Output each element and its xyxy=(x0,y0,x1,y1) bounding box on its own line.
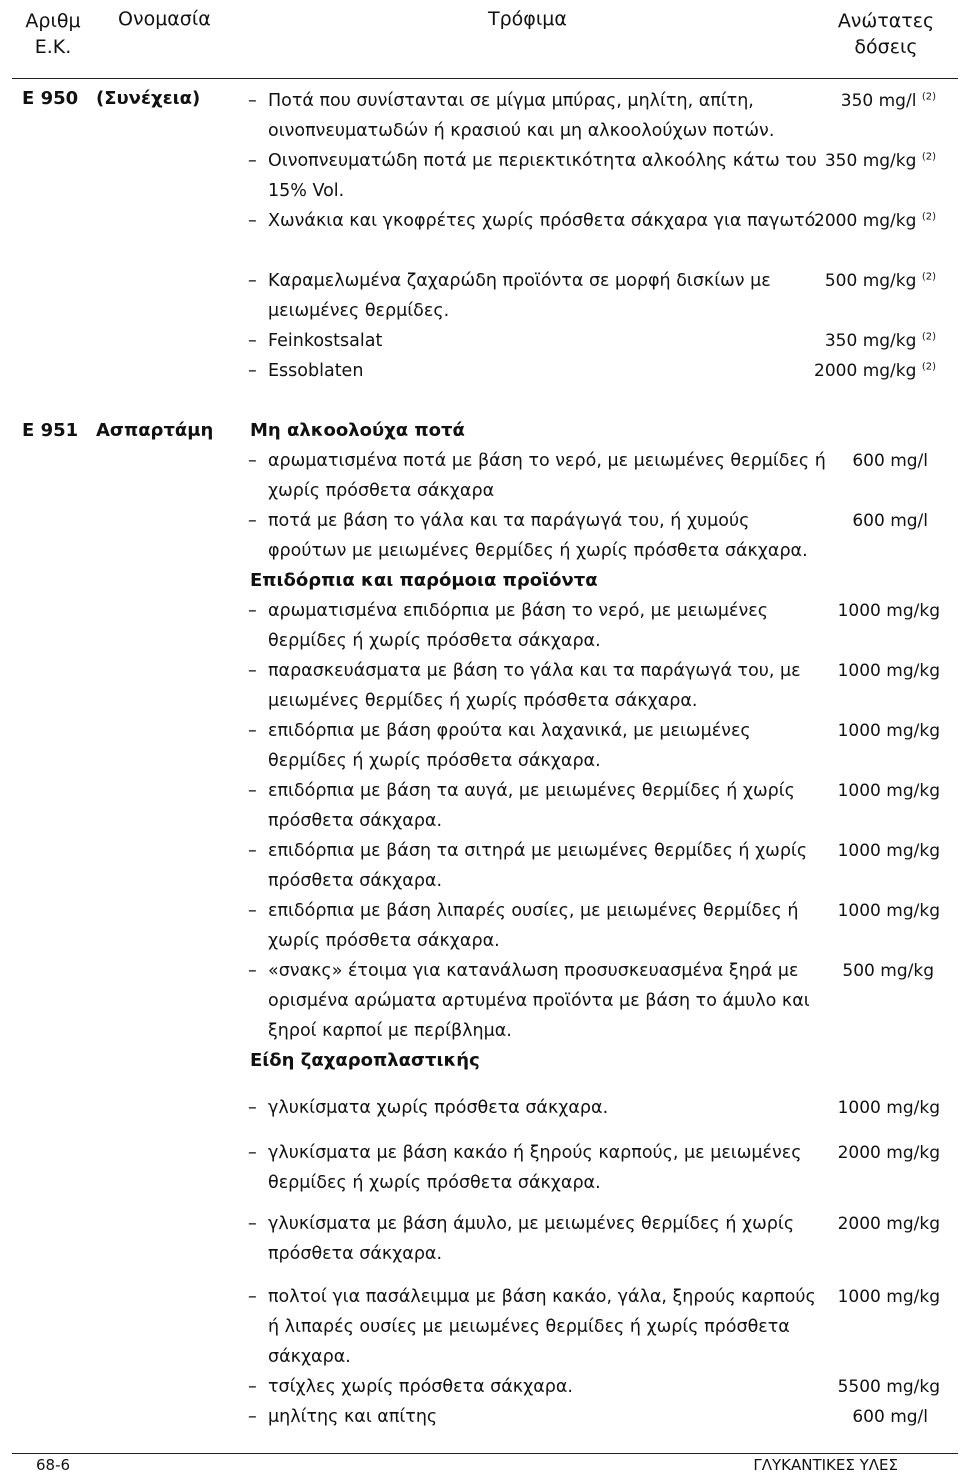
list-item: – γλυκίσματα με βάση άμυλο, με μειωμένες θερμίδες ή χωρίς πρόσθετα σάκχαρα. xyxy=(248,1209,828,1269)
dash-icon: – xyxy=(248,271,257,291)
section-title: ΓΛΥΚΑΝΤΙΚΕΣ ΥΛΕΣ xyxy=(753,1456,898,1474)
list-item: – «σνακς» έτοιμα για κατανάλωση προσυσκευασμένα ξηρά με ορισμένα αρώματα αρτυμένα προϊόντα με βάση το άμυλο και ξηροί καρποί με περίβλημα. xyxy=(248,956,828,1046)
page-number: 68-6 xyxy=(36,1456,71,1474)
list-item: – Essoblaten xyxy=(248,356,828,386)
dash-icon: – xyxy=(248,721,257,741)
dose-value: 500 mg/kg $^{(2)}$ xyxy=(824,271,936,291)
footnote-ref: (2) xyxy=(921,211,936,223)
dash-icon: – xyxy=(248,361,257,381)
column-header-dose: Ανώτατες δόσεις xyxy=(837,10,935,58)
dose-value: 350 mg/kg $^{(2)}$ xyxy=(824,151,936,171)
dash-icon: – xyxy=(248,1143,257,1163)
list-item: – Χωνάκια και γκοφρέτες χωρίς πρόσθετα σάκχαρα για παγωτό. xyxy=(248,206,828,236)
dose-value: 1000 mg/kg xyxy=(837,721,940,741)
list-item: – γλυκίσματα χωρίς πρόσθετα σάκχαρα. xyxy=(248,1093,828,1123)
list-item: – τσίχλες χωρίς πρόσθετα σάκχαρα. xyxy=(248,1372,828,1402)
dose-value: 600 mg/l xyxy=(852,511,928,531)
list-item: – Ποτά που συνίστανται σε μίγμα μπύρας, μηλίτη, απίτη, οινοπνευματωδών ή κρασιού και μη αλκοολούχων ποτών. xyxy=(248,86,828,146)
dose-value: 2000 mg/kg $^{(2)}$ xyxy=(814,361,936,381)
list-item: – γλυκίσματα με βάση κακάο ή ξηρούς καρπούς, με μειωμένες θερμίδες ή χωρίς πρόσθετα σάκχαρα. xyxy=(248,1138,828,1198)
dose-value: 1000 mg/kg xyxy=(837,901,940,921)
dose-value: 1000 mg/kg xyxy=(837,661,940,681)
dash-icon: – xyxy=(248,781,257,801)
list-item: – μηλίτης και απίτης xyxy=(248,1402,828,1432)
dash-icon: – xyxy=(248,1287,257,1307)
dose-value: 1000 mg/kg xyxy=(837,781,940,801)
column-header-name: Ονομασία xyxy=(118,8,211,30)
dash-icon: – xyxy=(248,451,257,471)
dose-value: 2000 mg/kg $^{(2)}$ xyxy=(814,211,936,231)
dose-value: 5500 mg/kg xyxy=(837,1377,940,1397)
footnote-ref: (2) xyxy=(921,331,936,343)
list-item: – αρωματισμένα ποτά με βάση το νερό, με μειωμένες θερμίδες ή χωρίς πρόσθετα σάκχαρα xyxy=(248,446,828,506)
list-item: – πολτοί για πασάλειμμα με βάση κακάο, γάλα, ξηρούς καρπούς ή λιπαρές ουσίες με μειωμένες θερμίδες ή χωρίς πρόσθετα σάκχαρα. xyxy=(248,1282,828,1372)
dose-value: 600 mg/l xyxy=(852,1407,928,1427)
dash-icon: – xyxy=(248,601,257,621)
group-heading: Είδη ζαχαροπλαστικής xyxy=(250,1050,480,1071)
footnote-ref: (2) xyxy=(921,91,936,103)
table-header xyxy=(0,0,960,80)
dose-value: 1000 mg/kg xyxy=(837,841,940,861)
dash-icon: – xyxy=(248,1377,257,1397)
dash-icon: – xyxy=(248,661,257,681)
list-item: – επιδόρπια με βάση τα αυγά, με μειωμένες θερμίδες ή χωρίς πρόσθετα σάκχαρα. xyxy=(248,776,828,836)
footnote-ref: (2) xyxy=(921,151,936,163)
dash-icon: – xyxy=(248,1098,257,1118)
dose-value: 2000 mg/kg xyxy=(837,1214,940,1234)
section-code-e950: Ε 950 xyxy=(22,88,79,109)
list-item: – Καραμελωμένα ζαχαρώδη προϊόντα σε μορφή δισκίων με μειωμένες θερμίδες. xyxy=(248,266,828,326)
dose-value: 350 mg/kg $^{(2)}$ xyxy=(824,331,936,351)
dose-value: 2000 mg/kg xyxy=(837,1143,940,1163)
section-code-e951: Ε 951 xyxy=(22,420,79,441)
section-name-e950: (Συνέχεια) xyxy=(96,88,201,109)
list-item: – παρασκευάσματα με βάση το γάλα και τα παράγωγά του, με μειωμένες θερμίδες ή χωρίς πρόσθετα σάκχαρα. xyxy=(248,656,828,716)
dash-icon: – xyxy=(248,91,257,111)
dose-value: 1000 mg/kg xyxy=(837,1098,940,1118)
dash-icon: – xyxy=(248,961,257,981)
dose-value: 1000 mg/kg xyxy=(837,1287,940,1307)
dash-icon: – xyxy=(248,511,257,531)
section-name-e951: Ασπαρτάμη xyxy=(96,420,214,441)
dash-icon: – xyxy=(248,901,257,921)
dash-icon: – xyxy=(248,151,257,171)
column-header-number: Αριθμ Ε.Κ. xyxy=(25,10,81,58)
dash-icon: – xyxy=(248,1214,257,1234)
dash-icon: – xyxy=(248,211,257,231)
list-item: – επιδόρπια με βάση λιπαρές ουσίες, με μειωμένες θερμίδες ή χωρίς πρόσθετα σάκχαρα. xyxy=(248,896,828,956)
group-heading: Μη αλκοολούχα ποτά xyxy=(250,420,465,441)
footer-divider xyxy=(12,1453,958,1454)
list-item: – επιδόρπια με βάση τα σιτηρά με μειωμένες θερμίδες ή χωρίς πρόσθετα σάκχαρα. xyxy=(248,836,828,896)
dash-icon: – xyxy=(248,841,257,861)
dash-icon: – xyxy=(248,331,257,351)
dose-value: 1000 mg/kg xyxy=(837,601,940,621)
footnote-ref: (2) xyxy=(921,361,936,373)
list-item: – Οινοπνευματώδη ποτά με περιεκτικότητα αλκοόλης κάτω του 15% Vol. xyxy=(248,146,828,206)
list-item: – επιδόρπια με βάση φρούτα και λαχανικά, με μειωμένες θερμίδες ή χωρίς πρόσθετα σάκχαρα. xyxy=(248,716,828,776)
dose-value: 350 mg/l $^{(2)}$ xyxy=(840,91,936,111)
column-header-food: Τρόφιμα xyxy=(488,8,567,30)
header-divider xyxy=(12,78,958,79)
dash-icon: – xyxy=(248,1407,257,1427)
list-item: – Feinkostsalat xyxy=(248,326,828,356)
dose-value: 500 mg/kg xyxy=(842,961,934,981)
group-heading: Επιδόρπια και παρόμοια προϊόντα xyxy=(250,570,598,591)
dose-value: 600 mg/l xyxy=(852,451,928,471)
list-item: – ποτά με βάση το γάλα και τα παράγωγά του, ή χυμούς φρούτων με μειωμένες θερμίδες ή χωρίς πρόσθετα σάκχαρα. xyxy=(248,506,828,566)
footnote-ref: (2) xyxy=(921,271,936,283)
list-item: – αρωματισμένα επιδόρπια με βάση το νερό, με μειωμένες θερμίδες ή χωρίς πρόσθετα σάκχαρα. xyxy=(248,596,828,656)
